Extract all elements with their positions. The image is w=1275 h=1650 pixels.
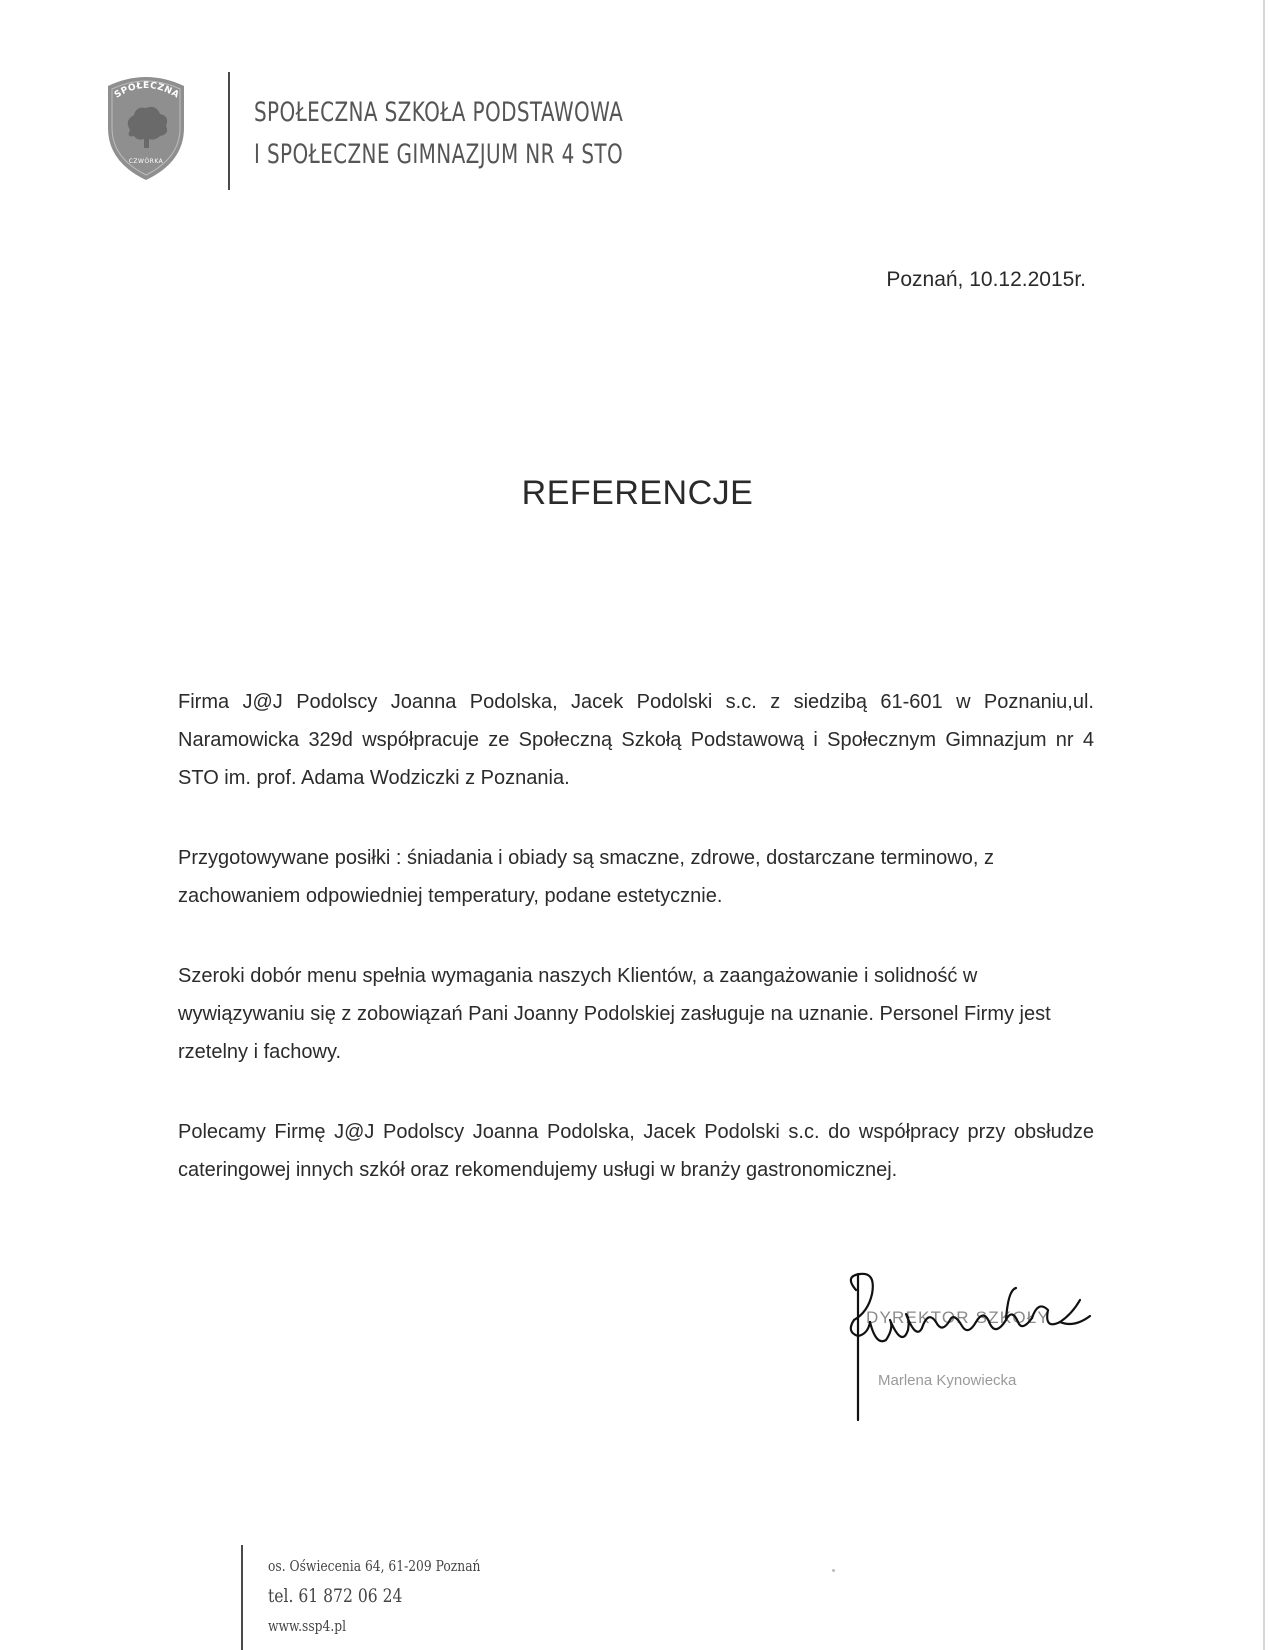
letterhead-divider [228, 72, 230, 190]
paragraph-1: Firma J@J Podolscy Joanna Podolska, Jacek Podolski s.c. z siedzibą 61-601 w Poznaniu,ul. Naramowicka 329d współpracuje ze Społeczną Szkołą Podstawową i Społecznym Gimnazjum nr 4 STO im. prof. Adama Wodziczki z Poznania. [178, 691, 1094, 789]
stamp-name: Marlena Kynowiecka [878, 1372, 1017, 1389]
footer-website: www.ssp4.pl [268, 1617, 347, 1635]
footer-divider [241, 1545, 243, 1650]
scan-edge-line [1263, 0, 1265, 1650]
stamp-title: DYREKTOR SZKOŁY [866, 1308, 1050, 1327]
logo-bottom-text: CZWÓRKA [128, 158, 164, 165]
logo-arc-text: SPOŁECZNA [113, 80, 181, 101]
handwritten-signature [846, 1270, 1096, 1440]
footer-address: os. Oświecenia 64, 61-209 Poznań [268, 1557, 481, 1575]
paragraph-4: Polecamy Firmę J@J Podolscy Joanna Podolska, Jacek Podolski s.c. do współpracy przy obsłudze cateringowej innych szkół oraz rekomendujemy usługi w branży gastronomicznej. [178, 1121, 1094, 1181]
footer-phone: tel. 61 872 06 24 [268, 1585, 403, 1607]
school-name [254, 92, 623, 176]
scan-speck [832, 1569, 835, 1572]
paragraph-2: Przygotowywane posiłki : śniadania i obiady są smaczne, zdrowe, dostarczane terminowo, z zachowaniem odpowiedniej temperatury, podane estetycznie. [178, 847, 994, 907]
paragraph-3: Szeroki dobór menu spełnia wymagania naszych Klientów, a zaangażowanie i solidność w wywiązywaniu się z zobowiązań Pani Joanny Podolskiej zasługuje na uznanie. Personel Firmy jest rzetelny i fachowy. [178, 965, 1051, 1063]
school-name-line-1: SPOŁECZNA SZKOŁA PODSTAWOWA [254, 97, 624, 128]
letter-date: Poznań, 10.12.2015r. [886, 268, 1086, 291]
footer-contact [268, 1551, 480, 1641]
letter-title: REFERENCJE [521, 474, 754, 512]
school-name-line-2: I SPOŁECZNE GIMNAZJUM NR 4 STO [254, 139, 624, 170]
letter-body [178, 683, 1094, 1231]
school-logo-shield-icon [100, 70, 192, 182]
